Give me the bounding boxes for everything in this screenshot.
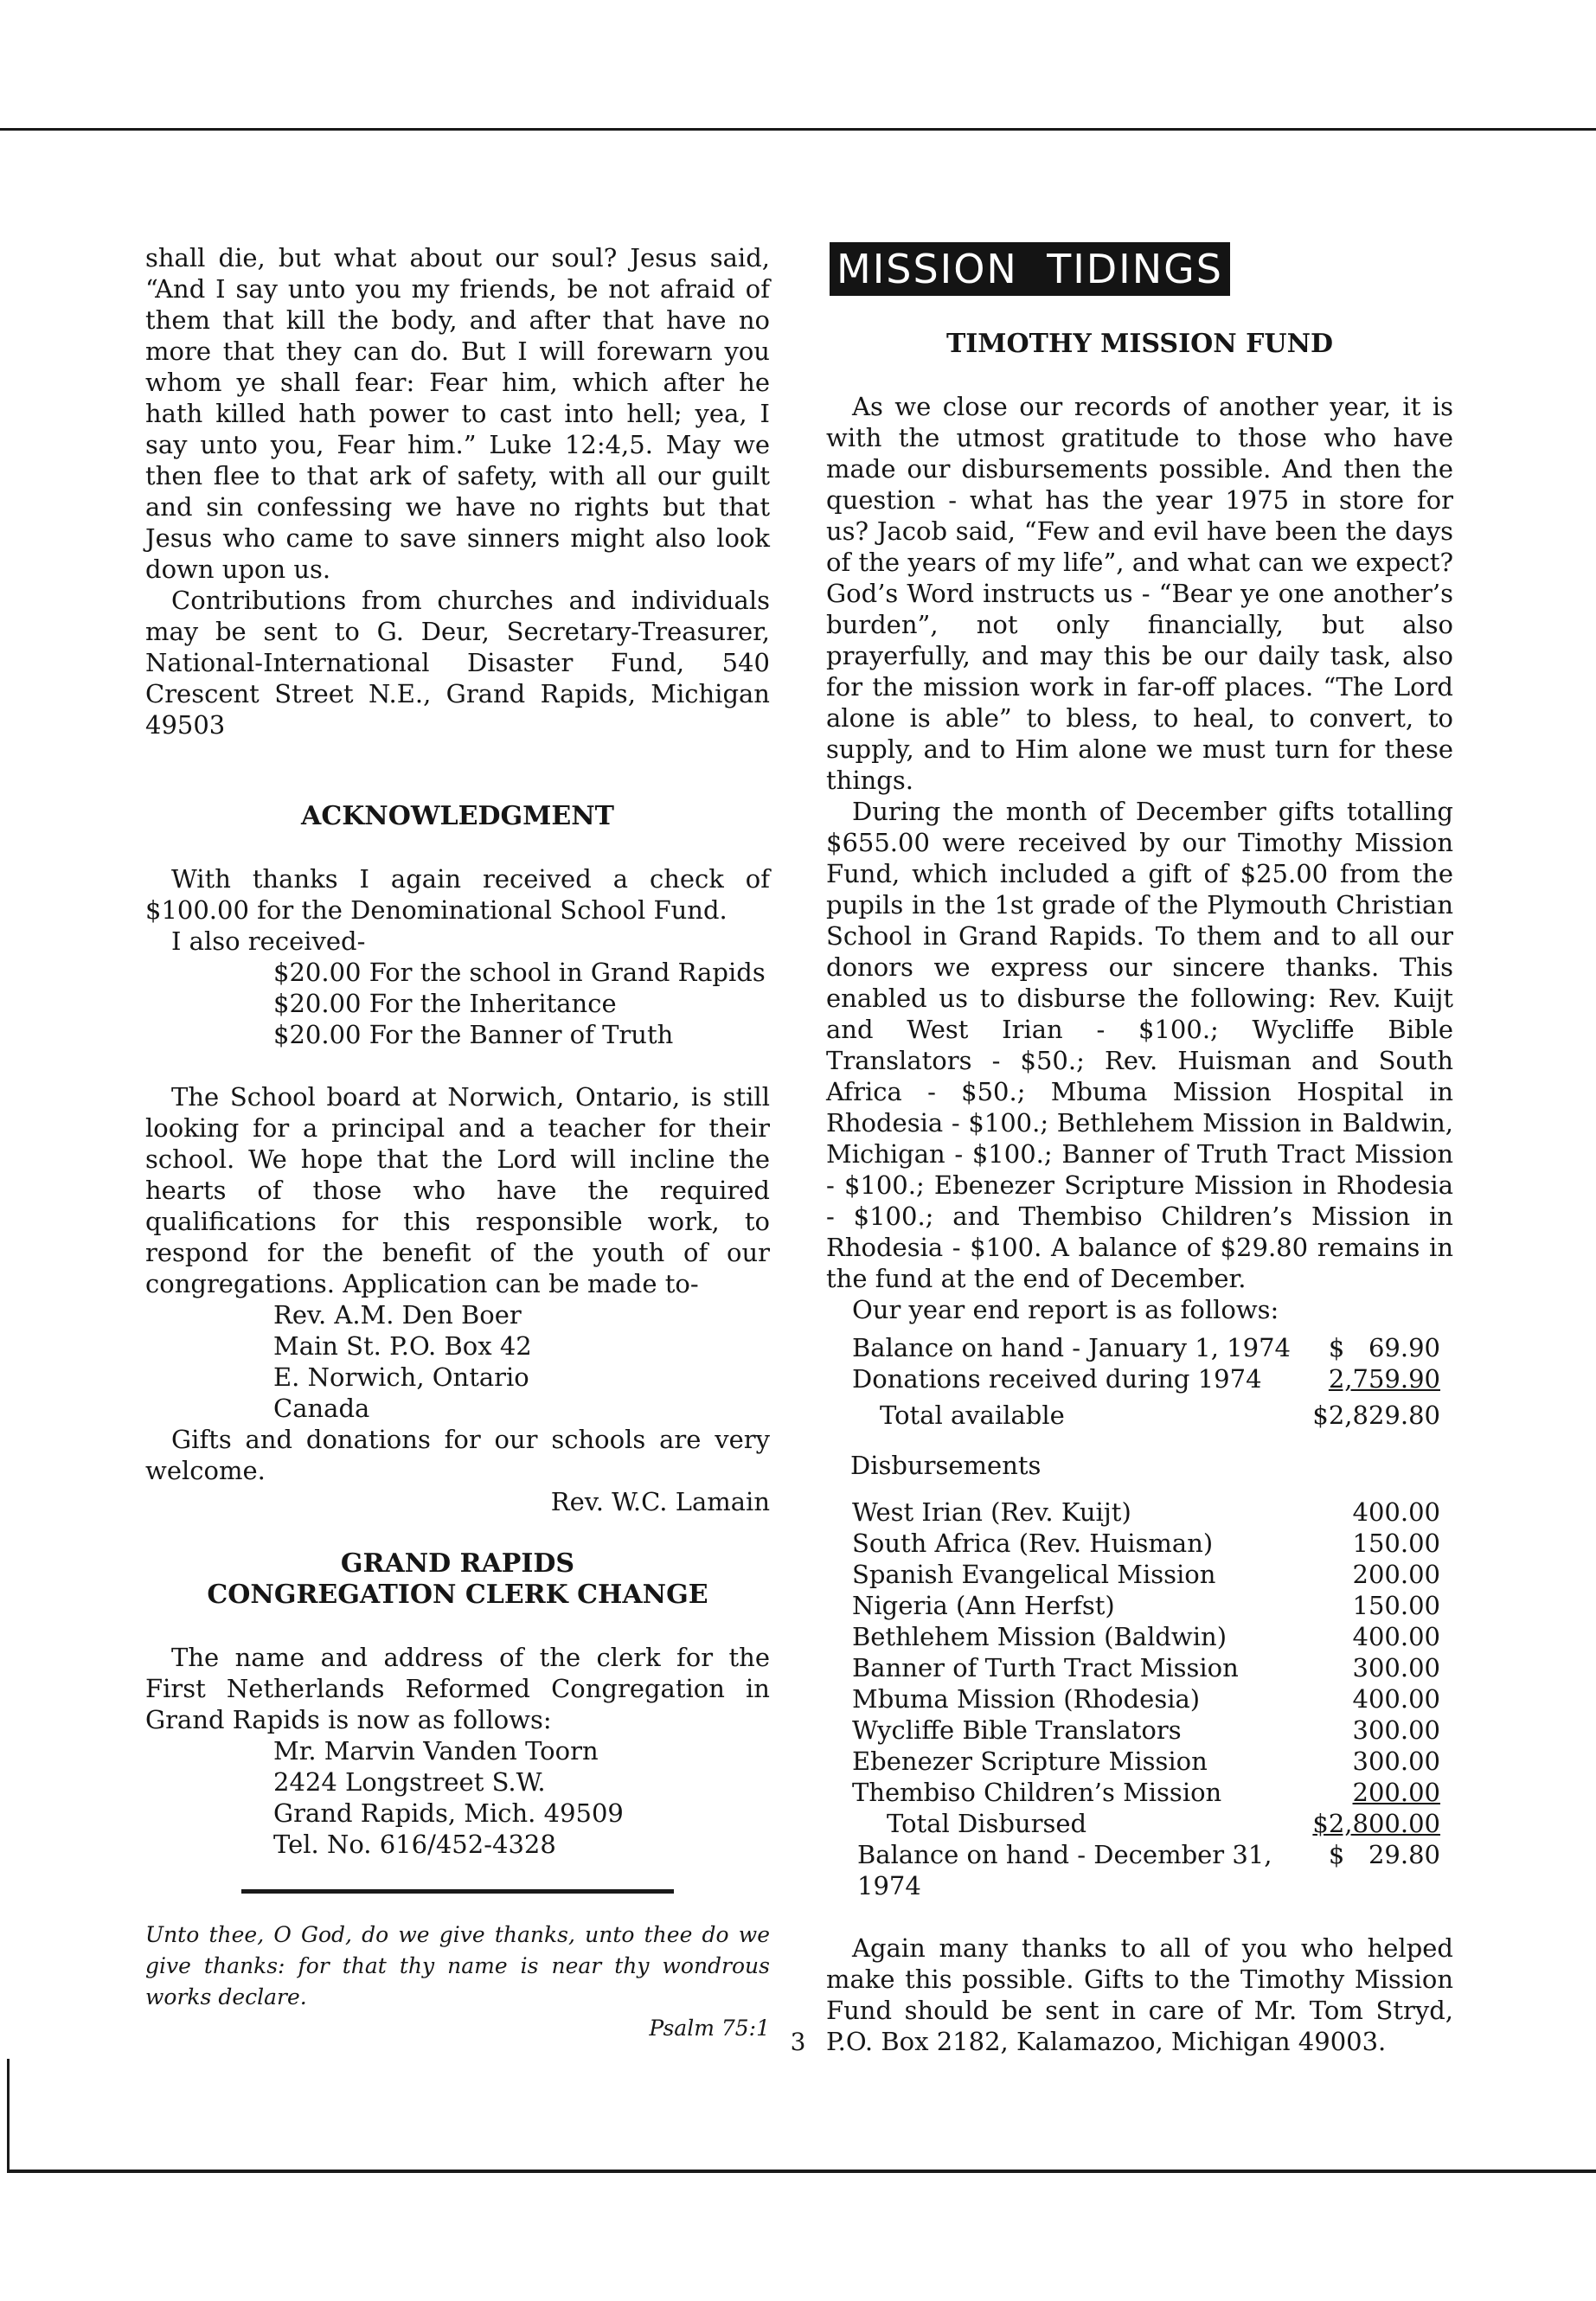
report-label: Balance on hand - January 1, 1974 [852,1333,1291,1362]
acknowledgment-heading: ACKNOWLEDGMENT [301,801,614,831]
received-list [145,957,770,1050]
disb-label: Bethlehem Mission (Baldwin) [852,1622,1227,1651]
received-item: $20.00 For the Inheritance [273,989,617,1018]
address-line: Rev. A.M. Den Boer [273,1300,522,1330]
scripture-reference: Psalm 75:1 [649,2016,770,2041]
table-row [852,1497,1440,1528]
received-item: $20.00 For the school in Grand Rapids [273,958,766,987]
december-gifts-paragraph: During the month of December gifts totalling $655.00 were received by our Timothy Mission Fund, which included a gift of $25.00 from the pupils in the 1st grade of the Plymouth Christian School in Grand Rapids. To them and to all our donors we express our sincere thanks. This enabled us to disburse the following: Rev. Kuijt and West Irian - $100.; Wycliffe Bible Translators - $50.; Rev. Huisman and South Africa - $50.; Mbuma Mission Hospital in Rhodesia - $100.; Bethlehem Mission in Baldwin, Michigan - $100.; Banner of Truth Tract Mission - $100.; Ebenezer Scripture Mission in Rhodesia - $100.; and Thembiso Children’s Mission in Rhodesia - $100. A balance of $29.80 remains in the fund at the end of December. [826,797,1453,1293]
disb-amount: 150.00 [1352,1529,1440,1558]
mission-tidings-banner [830,242,1230,296]
table-row [852,1839,1440,1901]
disb-label: Spanish Evangelical Mission [852,1560,1216,1589]
disb-label: Ebenezer Scripture Mission [852,1747,1208,1776]
report-amount: $2,829.80 [1312,1400,1440,1430]
table-row [852,1683,1440,1715]
clerk-paragraph: The name and address of the clerk for the First Netherlands Reformed Congregation in Grand Rapids is now as follows: [145,1643,770,1734]
disbursements-table [852,1497,1440,1901]
year-end-report-table [852,1332,1440,1431]
table-row [852,1808,1440,1839]
disb-amount: 400.00 [1352,1684,1440,1714]
timothy-fund-heading: TIMOTHY MISSION FUND [945,329,1334,359]
balance-end-label: Balance on hand - December 31, 1974 [857,1840,1272,1900]
disb-label: West Irian (Rev. Kuijt) [852,1497,1131,1527]
table-row [852,1777,1440,1808]
school-board-paragraph: The School board at Norwich, Ontario, is still looking for a principal and a teacher for their school. We hope that the Lord will incline the hearts of those who have the required qualifications for this responsible work, to respond for the benefit of the youth of our congregations. Application can be made to- [145,1082,770,1298]
report-amount: $ 69.90 [1328,1333,1440,1362]
right-column [826,242,1453,2057]
report-amount: 2,759.90 [1328,1364,1440,1394]
table-row [852,1528,1440,1559]
table-row [852,1746,1440,1777]
gifts-paragraph: Gifts and donations for our schools are very welcome. [145,1425,770,1485]
den-boer-address [145,1299,770,1424]
total-disbursed-label: Total Disbursed [887,1809,1087,1838]
address-line: Mr. Marvin Vanden Toorn [273,1736,599,1766]
clerk-change-heading: CONGREGATION CLERK CHANGE [207,1580,708,1610]
disb-amount: 300.00 [1352,1747,1440,1776]
address-line: Canada [273,1394,370,1423]
table-row [852,1652,1440,1683]
continued-paragraph: shall die, but what about our soul? Jesus said, “And I say unto you my friends, be not afraid of them that kill the body, and after that have no more that they can do. But I will forewarn you whom ye shall fear: Fear him, which after he hath killed hath power to cast into hell; yea, I say unto you, Fear him.” Luke 12:4,5. May we then flee to that ark of safety, with all our guilt and sin confessing we have no rights but that Jesus who came to save sinners might also look down upon us. [145,243,770,584]
disb-amount: 200.00 [1352,1560,1440,1589]
top-border-line [0,128,1596,131]
disb-label: Banner of Turth Tract Mission [852,1653,1239,1682]
balance-end-amount: $ 29.80 [1328,1840,1440,1869]
scripture-verse: Unto thee, O God, do we give thanks, unto thee do we give thanks: for that thy name is near thy wondrous works declare. [145,1922,770,2009]
disb-label: Nigeria (Ann Herfst) [852,1591,1115,1620]
address-line: Main St. P.O. Box 42 [273,1331,532,1361]
address-line: Grand Rapids, Mich. 49509 [273,1798,624,1828]
received-item: $20.00 For the Banner of Truth [273,1020,674,1049]
acknowledgment-paragraph: With thanks I again received a check of $100.00 for the Denominational School Fund. [145,864,770,925]
clerk-address [145,1735,770,1860]
table-row [852,1590,1440,1621]
disb-amount: 200.00 [1352,1778,1440,1807]
disbursements-heading: Disbursements [850,1451,1042,1480]
address-line: E. Norwich, Ontario [273,1362,529,1392]
bottom-border-line [7,2170,1596,2173]
banner-word: TIDINGS [1047,246,1224,292]
disb-amount: 300.00 [1352,1653,1440,1682]
address-line: Tel. No. 616/452-4328 [273,1830,556,1859]
disb-amount: 300.00 [1352,1715,1440,1745]
table-row [852,1332,1440,1363]
table-row [852,1715,1440,1746]
report-label: Total available [880,1400,1065,1430]
left-border-line [7,2059,10,2171]
disb-amount: 400.00 [1352,1622,1440,1651]
disb-label: Wycliffe Bible Translators [852,1715,1182,1745]
contributions-paragraph: Contributions from churches and individuals may be sent to G. Deur, Secretary-Treasurer, National-International Disaster Fund, 540 Crescent Street N.E., Grand Rapids, Michigan 49503 [145,586,770,740]
disb-amount: 150.00 [1352,1591,1440,1620]
disb-amount: 400.00 [1352,1497,1440,1527]
closing-paragraph: Again many thanks to all of you who helped make this possible. Gifts to the Timothy Mission Fund should be sent in care of Mr. Tom Stryd, P.O. Box 2182, Kalamazoo, Michigan 49003. [826,1933,1453,2056]
disb-label: South Africa (Rev. Huisman) [852,1529,1214,1558]
page-number: 3 [790,2028,806,2056]
report-label: Donations received during 1974 [852,1364,1262,1394]
left-column [145,242,770,2044]
signature: Rev. W.C. Lamain [550,1487,770,1516]
address-line: 2424 Longstreet S.W. [273,1767,546,1797]
grand-rapids-heading: GRAND RAPIDS [340,1548,575,1579]
table-row [852,1394,1440,1431]
records-paragraph: As we close our records of another year, it is with the utmost gratitude to those who have made our disbursements possible. And then the question - what has the year 1975 in store for us? Jacob said, “Few and evil have been the days of the years of my life”, and what can we expect? God’s Word instructs us - “Bear ye one another’s burden”, not only financially, but also prayerfully, and may this be our daily task, also for the mission work in far-off places. “The Lord alone is able” to bless, to heal, to convert, to supply, and to Him alone we must turn for these things. [826,392,1453,795]
table-row [852,1559,1440,1590]
table-row [852,1621,1440,1652]
banner-word: MISSION [836,246,1018,292]
total-disbursed-amount: $2,800.00 [1312,1809,1440,1838]
table-row [852,1363,1440,1394]
also-received-line: I also received- [171,926,366,956]
year-end-intro: Our year end report is as follows: [852,1295,1279,1324]
disb-label: Thembiso Children’s Mission [852,1778,1222,1807]
disb-label: Mbuma Mission (Rhodesia) [852,1684,1201,1714]
